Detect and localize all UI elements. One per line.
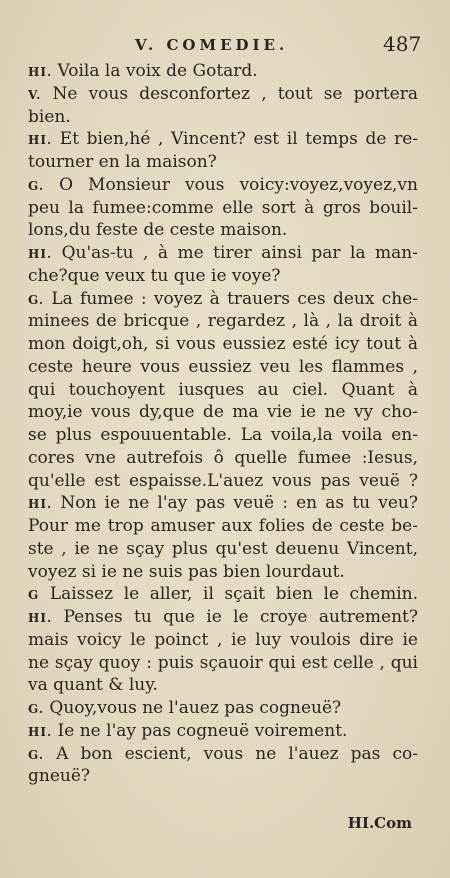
text-line (28, 697, 418, 720)
line-text: qui touchoyent iusques au ciel. Quant à (28, 379, 418, 400)
line-text: ste , ie ne sçay plus qu'est deuenu Vincent, (28, 538, 418, 559)
text-line (28, 128, 418, 151)
text-line (28, 561, 418, 584)
text-line (28, 674, 418, 697)
page-number: 487 (383, 32, 422, 56)
text-line (28, 310, 418, 333)
text-line (28, 151, 418, 174)
line-text: Et bien,hé , Vincent? est il temps de re- (59, 129, 418, 150)
running-head: V. COMEDIE. (135, 36, 289, 54)
text-line (28, 174, 418, 197)
line-text: tourner en la maison? (28, 152, 217, 172)
text-line (28, 60, 418, 83)
line-text: Non ie ne l'ay pas veuë : en as tu veu? (60, 493, 418, 514)
text-line (28, 219, 418, 242)
catchword: HI.Com (347, 814, 412, 832)
line-text: Ne vous desconfortez , tout se portera (52, 83, 418, 104)
line-text: voyez si ie ne suis pas bien lourdaut. (28, 561, 345, 582)
line-text: cores vne autrefois ô quelle fumee :Iesus, (28, 447, 418, 468)
text-line (28, 765, 418, 788)
line-text: Ie ne l'ay pas cogneuë voirement. (57, 720, 348, 741)
text-line (28, 720, 418, 743)
text-line (28, 242, 418, 265)
text-line (28, 583, 418, 606)
line-text: ne sçay quoy : puis sçauoir qui est celle , qui (28, 652, 418, 673)
speaker-tag: G. (28, 702, 44, 716)
speaker-tag: G. (28, 747, 44, 762)
text-line (28, 743, 418, 766)
line-text: La fumee : voyez à trauers ces deux che- (51, 288, 418, 309)
line-text: mais voicy le poinct , ie luy voulois dire ie (28, 629, 418, 650)
text-line (28, 538, 418, 561)
speaker-tag: V. (28, 87, 42, 102)
speaker-tag: G. (28, 178, 44, 193)
speaker-tag: HI. (28, 611, 53, 625)
text-line (28, 447, 418, 470)
line-text: Pour me trop amuser aux folies de ceste be- (28, 516, 418, 536)
line-text: Laissez le aller, il sçait bien le chemin. (49, 584, 418, 605)
line-text: Quoy,vous ne l'auez pas cogneuë? (49, 698, 342, 718)
line-text: minees de bricque , regardez , là , la droit à (28, 311, 418, 332)
text-line (28, 106, 418, 129)
line-text: lons,du feste de ceste maison. (28, 220, 288, 241)
line-text: va quant & luy. (28, 675, 158, 696)
line-text: A bon escient, vous ne l'auez pas co- (56, 743, 418, 764)
text-line (28, 265, 418, 288)
line-text: se plus espouuentable. La voila,la voila en- (28, 425, 418, 445)
line-text: moy,ie vous dy,que de ma vie ie ne vy cho- (28, 402, 418, 423)
dialogue-text (28, 60, 418, 788)
line-text: Qu'as-tu , à me tirer ainsi par la man- (61, 243, 419, 263)
page-header (0, 32, 450, 62)
line-text: mon doigt,oh, si vous eussiez esté icy tout à (28, 334, 418, 354)
line-text: O Monsieur vous voicy:voyez,voyez,vn (59, 174, 418, 195)
text-line (28, 401, 418, 424)
text-line (28, 333, 418, 356)
text-line (28, 470, 418, 493)
line-text: peu la fumee:comme elle sort à gros bouil- (28, 197, 418, 218)
line-text: bien. (28, 106, 71, 127)
line-text: gneuë? (28, 766, 91, 787)
speaker-tag: HI. (28, 247, 53, 261)
text-line (28, 606, 418, 629)
text-line (28, 83, 418, 106)
text-line (28, 629, 418, 652)
speaker-tag: G. (28, 292, 44, 307)
speaker-tag: HI. (28, 65, 53, 79)
text-line (28, 492, 418, 515)
speaker-tag: HI. (28, 497, 53, 512)
text-line (28, 652, 418, 675)
line-text: Penses tu que ie le croye autrement? (63, 607, 418, 627)
text-line (28, 197, 418, 220)
text-line (28, 515, 418, 538)
text-line (28, 379, 418, 402)
line-text: Voila la voix de Gotard. (57, 61, 258, 81)
text-line (28, 288, 418, 311)
speaker-tag: G (28, 588, 40, 603)
speaker-tag: HI. (28, 133, 53, 148)
speaker-tag: HI. (28, 724, 53, 739)
text-line (28, 356, 418, 379)
line-text: che?que veux tu que ie voye? (28, 265, 281, 286)
line-text: ceste heure vous eussiez veu les flammes , (28, 356, 418, 377)
text-line (28, 424, 418, 447)
line-text: qu'elle est espaisse.L'auez vous pas veuë ? (28, 470, 418, 491)
